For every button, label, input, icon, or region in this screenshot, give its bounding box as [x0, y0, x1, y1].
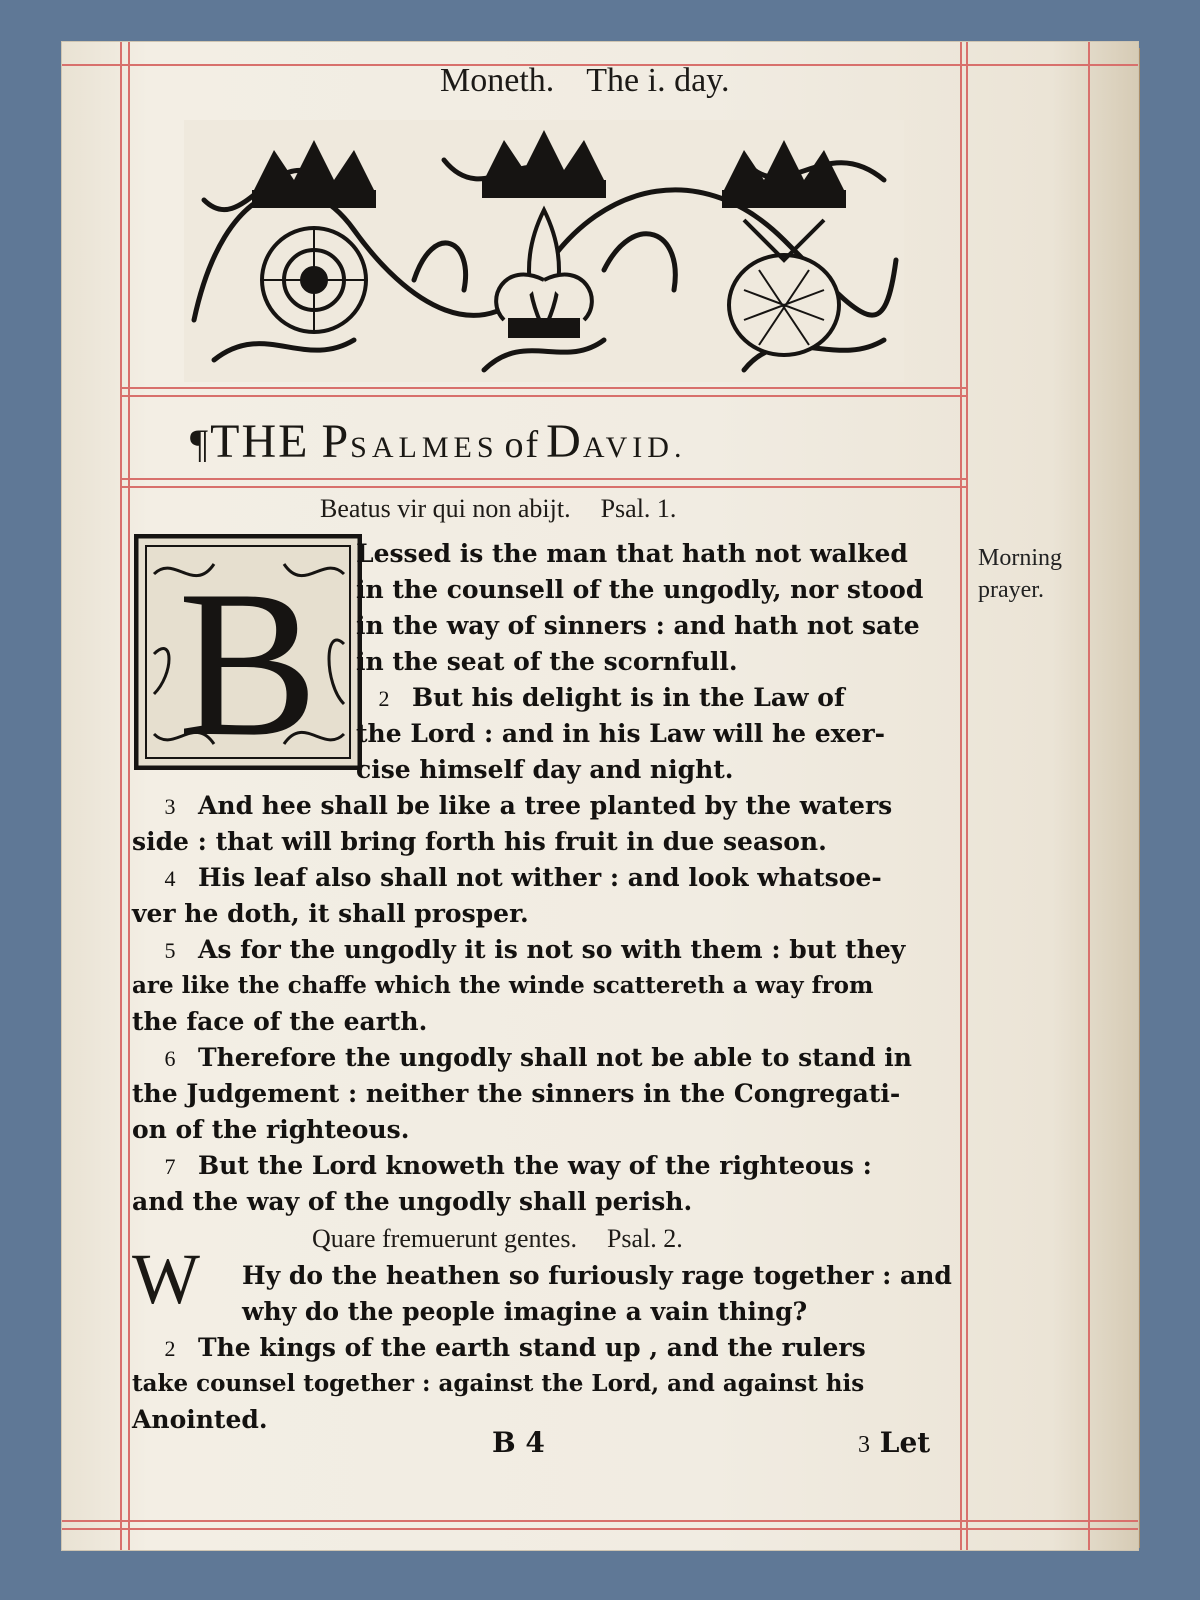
psalm2-line: take counsel together : against the Lord, and against his [132, 1370, 865, 1397]
initial-letter-w: W [132, 1239, 200, 1319]
signature-mark: B 4 [492, 1426, 545, 1459]
psalm1-line: Therefore the ungodly shall not be able to stand in [198, 1043, 912, 1072]
psalm1-line: And hee shall be like a tree planted by the waters [198, 791, 893, 820]
psalm1-line: cise himself day and night. [356, 755, 734, 784]
title [190, 414, 990, 469]
running-head [440, 62, 780, 100]
psalm1-line: in the counsell of the ungodly, nor stood [356, 575, 924, 604]
title-the: THE [210, 415, 310, 468]
psalm1-line: His leaf also shall not wither : and look whatsoe- [198, 863, 882, 892]
psalm1-line: Lessed is the man that hath not walked [356, 539, 908, 568]
verse-number: 7 [164, 1154, 176, 1179]
verse-number: 4 [164, 866, 176, 891]
psalm2-ref: Psal. 2. [606, 1224, 683, 1253]
psalm1-line: But his delight is in the Law of [412, 683, 845, 712]
initial-letter-b: B [177, 548, 319, 770]
psalm1-line: the face of the earth. [132, 1007, 428, 1036]
running-head-day: The i. day. [586, 62, 730, 99]
psalm2-line: Anointed. [132, 1405, 268, 1434]
psalm1-line: and the way of the ungodly shall perish. [132, 1187, 693, 1216]
psalm1-line: But the Lord knoweth the way of the righteous : [198, 1151, 872, 1180]
margin-note [978, 542, 1062, 606]
psalm1-line: in the seat of the scornfull. [356, 647, 738, 676]
psalm2-heading [312, 1224, 683, 1254]
book-page [62, 42, 1138, 1550]
verse-number: 2 [164, 1336, 176, 1361]
catchword-number: 3 [858, 1432, 870, 1458]
psalm1-line: the Judgement : neither the sinners in the Congregati- [132, 1079, 901, 1108]
woodcut-headpiece [184, 120, 904, 382]
catchword [858, 1426, 930, 1459]
title-of: of [504, 424, 541, 466]
psalm1-heading [320, 494, 676, 524]
title-d: D [546, 415, 583, 468]
psalm1-line: ver he doth, it shall prosper. [132, 899, 529, 928]
verse-number: 2 [378, 686, 390, 711]
psalm2-line: The kings of the earth stand up , and the rulers [198, 1333, 866, 1362]
psalm2-incipit: Quare fremuerunt gentes. [312, 1224, 577, 1253]
verse-number: 5 [164, 938, 176, 963]
margin-note-line: prayer. [978, 577, 1044, 603]
verse-number: 6 [164, 1046, 176, 1071]
psalm1-line: are like the chaffe which the winde scattereth a way from [132, 972, 874, 999]
decorated-initial-b [134, 534, 362, 770]
pilcrow-mark: ¶ [190, 421, 211, 466]
psalm1-line: As for the ungodly it is not so with them : but they [198, 935, 906, 964]
psalm1-ref: Psal. 1. [600, 494, 677, 523]
title-p: P [321, 415, 351, 468]
psalm1-line: side : that will bring forth his fruit in due season. [132, 827, 827, 856]
psalm2-line: why do the people imagine a vain thing? [242, 1297, 808, 1326]
title-salmes: SALMES [350, 431, 499, 464]
psalm1-line: in the way of sinners : and hath not sate [356, 611, 920, 640]
psalm2-line: Hy do the heathen so furiously rage together : and [242, 1261, 952, 1290]
running-head-month: Moneth. [440, 62, 555, 99]
verse-number: 3 [164, 794, 176, 819]
psalm1-line: the Lord : and in his Law will he exer- [356, 719, 886, 748]
psalm1-incipit: Beatus vir qui non abijt. [320, 494, 571, 523]
margin-note-line: Morning [978, 545, 1062, 571]
title-avid: AVID. [582, 431, 687, 464]
psalm1-line: on of the righteous. [132, 1115, 410, 1144]
catchword-text: Let [879, 1426, 931, 1459]
